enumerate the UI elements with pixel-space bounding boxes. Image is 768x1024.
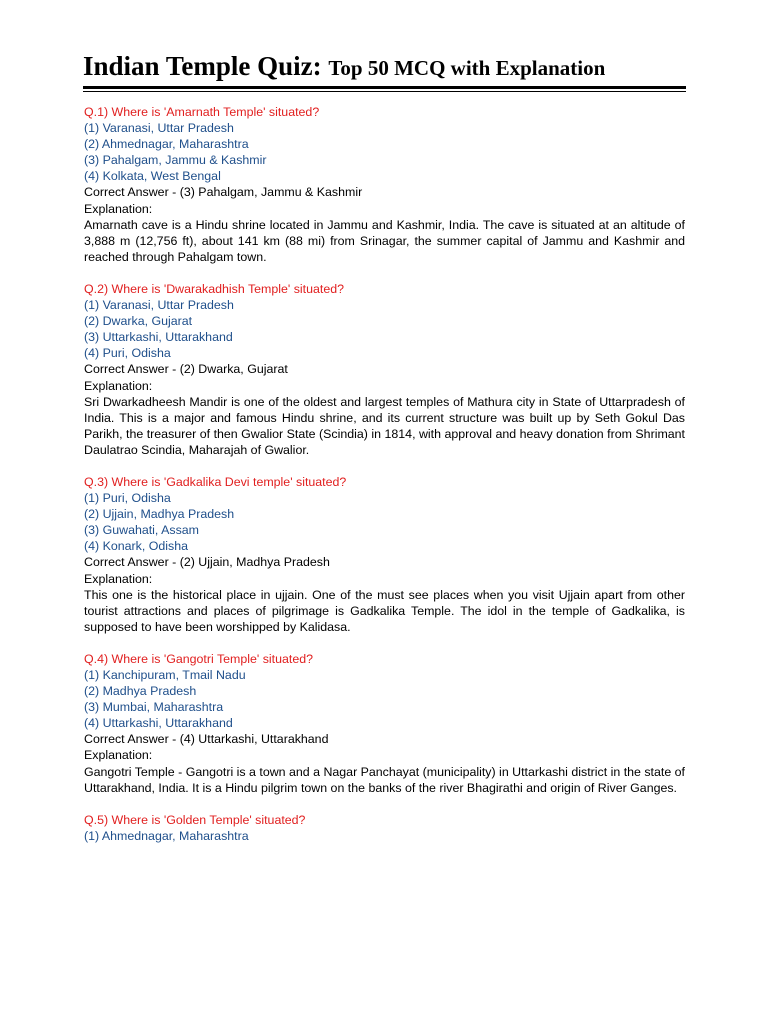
question-block-4 [84,651,685,796]
question-text: Q.1) Where is 'Amarnath Temple' situated? [84,105,320,119]
correct-answer [84,361,685,377]
correct-answer [84,184,685,200]
answer-value: (2) Ujjain, Madhya Pradesh [179,555,330,570]
question-text: Q.4) Where is 'Gangotri Temple' situated? [84,651,314,666]
option: (4) Kolkata, West Bengal [84,169,221,184]
option: (1) Varanasi, Uttar Pradesh [84,121,234,136]
explanation-label: Explanation: [84,748,153,763]
answer-value: (4) Uttarkashi, Uttarakhand [179,732,329,747]
explanation-label: Explanation: [84,378,153,393]
question-block-1 [84,104,685,265]
correct-answer [84,731,685,747]
question-text: Q.2) Where is 'Dwarakadhish Temple' situated? [84,281,345,296]
explanation-text: Amarnath cave is a Hindu shrine located in Jammu and Kashmir, India. The cave is situated at an altitude of 3,888 m (12,756 ft), about 141 km (88 mi) from Srinagar, the summer capital of Jammu and Kashmir and reached through Pahalgam town. [84,217,685,264]
question-block-3 [84,474,685,635]
option: (1) Varanasi, Uttar Pradesh [84,298,234,313]
title-rule-thick [83,86,686,89]
title-main: Indian Temple Quiz: [83,51,322,81]
option: (2) Ujjain, Madhya Pradesh [84,507,235,522]
answer-value: (3) Pahalgam, Jammu & Kashmir [179,185,363,200]
explanation-label: Explanation: [84,201,153,216]
question-block-2 [84,281,685,458]
option: (4) Puri, Odisha [84,346,171,361]
page-title [83,50,686,84]
question-text: Q.3) Where is 'Gadkalika Devi temple' situated? [84,474,347,489]
option: (2) Ahmednagar, Maharashtra [84,137,249,152]
option: (4) Konark, Odisha [84,539,188,554]
option: (3) Pahalgam, Jammu & Kashmir [84,153,267,168]
option: (2) Madhya Pradesh [84,684,197,699]
question-text: Q.5) Where is 'Golden Temple' situated? [84,812,306,827]
option: (1) Puri, Odisha [84,491,171,506]
option: (3) Uttarkashi, Uttarakhand [84,330,233,345]
title-block [83,50,686,84]
option: (4) Uttarkashi, Uttarakhand [84,716,233,731]
option: (3) Guwahati, Assam [84,523,200,538]
explanation-text: This one is the historical place in ujjain. One of the must see places when you visit Ujjain apart from other tourist attractions and places of pilgrimage is Gadkalika Temple. The idol in the temple of Gadkalika, is supposed to have been worshipped by Kalidasa. [84,587,685,634]
question-block-5 [84,812,685,844]
option: (3) Mumbai, Maharashtra [84,700,224,715]
title-rule-thin [83,91,686,92]
answer-label: Correct Answer - [84,362,180,377]
explanation-text: Gangotri Temple - Gangotri is a town and a Nagar Panchayat (municipality) in Uttarkashi district in the state of Uttarakhand, India. It is a Hindu pilgrim town on the banks of the river Bhagirathi and origin of River Ganges. [84,764,685,795]
answer-label: Correct Answer - [84,732,180,747]
option: (1) Kanchipuram, Tmail Nadu [84,668,246,682]
option: (2) Dwarka, Gujarat [84,314,193,329]
option: (1) Ahmednagar, Maharashtra [84,828,249,843]
correct-answer [84,554,685,570]
answer-label: Correct Answer - [84,555,180,570]
explanation-label: Explanation: [84,571,153,586]
answer-label: Correct Answer - [84,185,180,200]
explanation-text: Sri Dwarkadheesh Mandir is one of the oldest and largest temples of Mathura city in State of Uttarpradesh of India. This is a major and famous Hindu shrine, and its current structure was built up by Seth Gokul Das Parikh, the treasurer of then Gwalior State (Scindia) in 1814, with approval and heavy donation from Shrimant Daulatrao Scindia, Maharajah of Gwalior. [84,394,685,457]
answer-value: (2) Dwarka, Gujarat [179,362,288,377]
title-subtitle: Top 50 MCQ with Explanation [328,56,606,80]
quiz-content [84,104,685,860]
